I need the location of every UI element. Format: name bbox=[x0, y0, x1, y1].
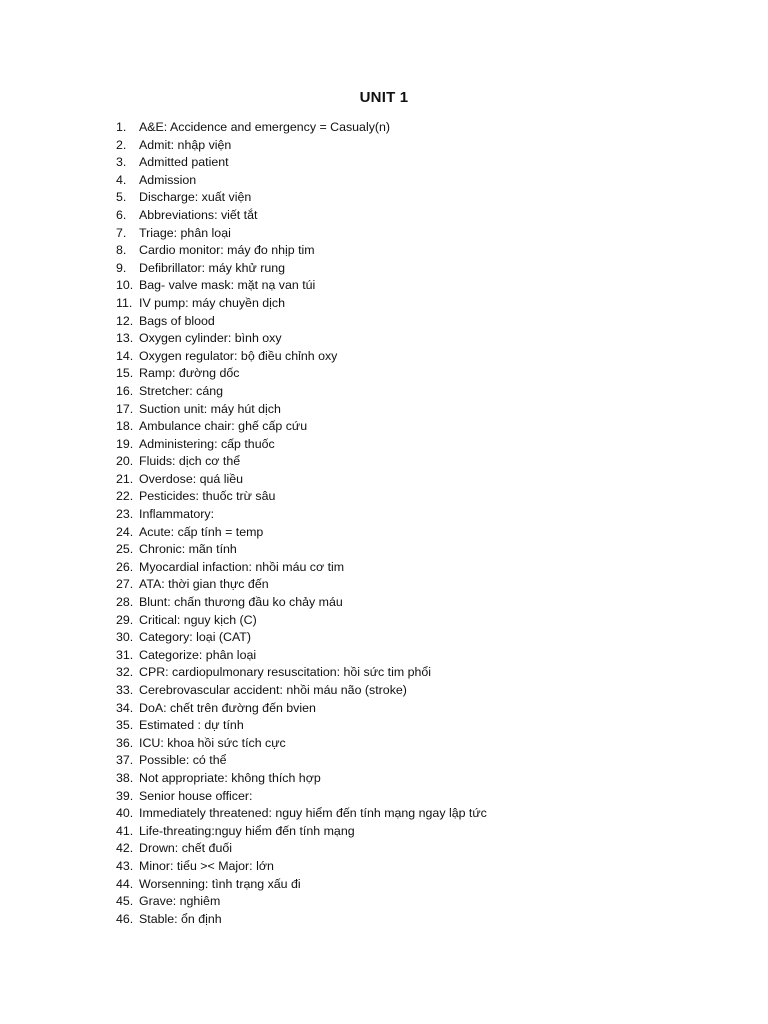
list-item bbox=[112, 506, 487, 524]
list-item bbox=[112, 682, 487, 700]
list-item-number: 42. bbox=[116, 841, 134, 856]
list-item-text: Oxygen cylinder: bình oxy bbox=[139, 331, 282, 346]
list-item-text: Blunt: chấn thương đầu ko chảy máu bbox=[139, 595, 343, 610]
list-item bbox=[112, 717, 487, 735]
list-item bbox=[112, 823, 487, 841]
list-item-number: 27. bbox=[116, 577, 134, 592]
list-item-number: 13. bbox=[116, 331, 134, 346]
list-item-text: Minor: tiểu >< Major: lớn bbox=[139, 858, 274, 873]
list-item bbox=[112, 436, 487, 454]
list-item-number: 33. bbox=[116, 683, 134, 697]
list-item bbox=[112, 752, 487, 770]
list-item bbox=[112, 735, 487, 753]
list-item-number: 31. bbox=[116, 647, 134, 662]
list-item-text: Chronic: mãn tính bbox=[139, 542, 237, 557]
list-item-text: DoA: chết trên đường đến bvien bbox=[139, 700, 316, 715]
list-item-number: 1. bbox=[116, 120, 127, 134]
list-item-text: Admitted patient bbox=[139, 155, 229, 170]
list-item-text: Possible: có thể bbox=[139, 753, 227, 768]
list-item-text: Acute: cấp tính = temp bbox=[139, 524, 264, 539]
term-list bbox=[112, 119, 487, 928]
list-item-number: 7. bbox=[116, 225, 127, 240]
list-item-number: 20. bbox=[116, 454, 134, 469]
list-item-text: Stable: ổn định bbox=[139, 911, 222, 926]
list-item-text: Bags of blood bbox=[139, 313, 215, 328]
list-item-number: 39. bbox=[116, 788, 134, 803]
list-item-text: Worsenning: tình trạng xấu đi bbox=[139, 876, 301, 891]
list-item-number: 43. bbox=[116, 858, 134, 873]
list-item-text: IV pump: máy chuyền dịch bbox=[139, 295, 286, 310]
list-item bbox=[112, 471, 487, 489]
list-item bbox=[112, 559, 487, 577]
list-item bbox=[112, 154, 487, 172]
list-item-number: 12. bbox=[116, 313, 134, 328]
list-item-text: Immediately threatened: nguy hiểm đến tính mạng ngay lập tức bbox=[139, 806, 487, 821]
list-item bbox=[112, 453, 487, 471]
list-item bbox=[112, 576, 487, 594]
list-item-number: 32. bbox=[116, 665, 134, 680]
list-item-number: 19. bbox=[116, 436, 134, 451]
list-item-text: Admit: nhập viện bbox=[139, 137, 232, 152]
list-item bbox=[112, 893, 487, 911]
list-item-number: 37. bbox=[116, 753, 134, 768]
list-item-text: Admission bbox=[139, 172, 197, 187]
list-item bbox=[112, 770, 487, 788]
list-item bbox=[112, 612, 487, 630]
list-item bbox=[112, 524, 487, 542]
list-item-text: Critical: nguy kịch (C) bbox=[139, 612, 257, 627]
list-item bbox=[112, 488, 487, 506]
list-item-number: 11. bbox=[116, 295, 133, 310]
list-item-text: Stretcher: cáng bbox=[139, 383, 224, 398]
list-item-number: 38. bbox=[116, 770, 134, 785]
list-item-text: Cardio monitor: máy đo nhịp tim bbox=[139, 243, 315, 258]
list-item-number: 29. bbox=[116, 612, 134, 627]
list-item bbox=[112, 911, 487, 929]
list-item bbox=[112, 330, 487, 348]
list-item bbox=[112, 242, 487, 260]
list-item bbox=[112, 260, 487, 278]
list-item-text: Category: loại (CAT) bbox=[139, 630, 252, 645]
list-item-text: Administering: cấp thuốc bbox=[139, 436, 275, 451]
list-item-number: 36. bbox=[116, 735, 134, 750]
list-item-text: CPR: cardiopulmonary resuscitation: hồi sức tim phổi bbox=[139, 665, 432, 680]
list-item bbox=[112, 664, 487, 682]
list-item-number: 24. bbox=[116, 524, 134, 539]
list-item bbox=[112, 383, 487, 401]
page-title: UNIT 1 bbox=[359, 89, 409, 106]
list-item-number: 3. bbox=[116, 155, 127, 170]
list-item-number: 35. bbox=[116, 718, 134, 733]
list-item-number: 6. bbox=[116, 207, 127, 222]
list-item bbox=[112, 313, 487, 331]
list-item-text: Myocardial infaction: nhồi máu cơ tim bbox=[139, 559, 345, 574]
list-item-text: Cerebrovascular accident: nhồi máu não (stroke) bbox=[139, 683, 407, 697]
list-item-text: Fluids: dịch cơ thể bbox=[139, 454, 241, 469]
list-item bbox=[112, 647, 487, 665]
list-item-number: 10. bbox=[116, 278, 134, 293]
list-item-number: 34. bbox=[116, 700, 134, 715]
list-item-number: 41. bbox=[116, 823, 134, 838]
list-item-number: 14. bbox=[116, 348, 134, 363]
list-item-text: Senior house officer: bbox=[139, 788, 253, 803]
list-item bbox=[112, 207, 487, 225]
list-item-number: 26. bbox=[116, 559, 134, 574]
list-item bbox=[112, 594, 487, 612]
list-item-text: Not appropriate: không thích hợp bbox=[139, 770, 321, 785]
list-item-text: Life-threating:nguy hiểm đến tính mạng bbox=[139, 823, 355, 838]
list-item-number: 46. bbox=[116, 911, 134, 926]
list-item bbox=[112, 541, 487, 559]
list-item bbox=[112, 119, 487, 137]
list-item-number: 28. bbox=[116, 595, 134, 610]
list-item-number: 2. bbox=[116, 137, 127, 152]
list-item-text: A&E: Accidence and emergency = Casualy(n) bbox=[139, 120, 391, 134]
list-item-number: 18. bbox=[116, 419, 134, 434]
list-item-number: 21. bbox=[116, 471, 134, 486]
list-item-number: 9. bbox=[116, 260, 127, 275]
list-item-number: 22. bbox=[116, 489, 134, 504]
list-item-number: 16. bbox=[116, 383, 134, 398]
list-item-text: Ramp: đường dốc bbox=[139, 366, 240, 381]
list-item-text: Abbreviations: viết tắt bbox=[139, 207, 258, 222]
list-item bbox=[112, 365, 487, 383]
list-item bbox=[112, 172, 487, 190]
list-item bbox=[112, 189, 487, 207]
list-item bbox=[112, 858, 487, 876]
list-item-number: 4. bbox=[116, 172, 127, 187]
list-item-number: 25. bbox=[116, 542, 134, 557]
list-item-text: Estimated : dự tính bbox=[139, 718, 244, 733]
list-item-number: 17. bbox=[116, 401, 134, 416]
list-item bbox=[112, 137, 487, 155]
list-item-text: Bag- valve mask: mặt nạ van túi bbox=[139, 278, 316, 293]
list-item bbox=[112, 348, 487, 366]
list-item-number: 45. bbox=[116, 894, 134, 909]
list-item-text: Categorize: phân loại bbox=[139, 647, 257, 662]
list-item-number: 15. bbox=[116, 366, 134, 381]
list-item bbox=[112, 225, 487, 243]
list-item-text: Defibrillator: máy khử rung bbox=[139, 260, 286, 275]
list-item bbox=[112, 700, 487, 718]
list-item bbox=[112, 629, 487, 647]
list-item-text: Drown: chết đuối bbox=[139, 841, 232, 856]
list-item-number: 23. bbox=[116, 507, 134, 522]
list-item-text: Grave: nghiêm bbox=[139, 894, 221, 909]
list-item-number: 44. bbox=[116, 876, 134, 891]
list-item-text: Overdose: quá liều bbox=[139, 471, 244, 486]
list-item bbox=[112, 401, 487, 419]
list-item-text: Discharge: xuất viện bbox=[139, 190, 252, 205]
list-item-text: Pesticides: thuốc trừ sâu bbox=[139, 489, 276, 504]
list-item bbox=[112, 876, 487, 894]
list-item bbox=[112, 840, 487, 858]
list-item-text: Ambulance chair: ghế cấp cứu bbox=[139, 419, 308, 434]
list-item-number: 40. bbox=[116, 806, 134, 821]
list-item-number: 30. bbox=[116, 630, 134, 645]
list-item-number: 5. bbox=[116, 190, 127, 205]
list-item-text: ICU: khoa hồi sức tích cực bbox=[139, 735, 286, 750]
list-item-text: Suction unit: máy hút dịch bbox=[139, 401, 281, 416]
list-item-number: 8. bbox=[116, 243, 127, 258]
list-item bbox=[112, 418, 487, 436]
list-item bbox=[112, 788, 487, 806]
list-item bbox=[112, 277, 487, 295]
list-item-text: Oxygen regulator: bộ điều chỉnh oxy bbox=[139, 348, 338, 363]
list-item bbox=[112, 805, 487, 823]
list-item bbox=[112, 295, 487, 313]
list-item-text: Inflammatory: bbox=[139, 507, 215, 522]
list-item-text: Triage: phân loại bbox=[139, 225, 231, 240]
list-item-text: ATA: thời gian thực đến bbox=[139, 577, 269, 592]
